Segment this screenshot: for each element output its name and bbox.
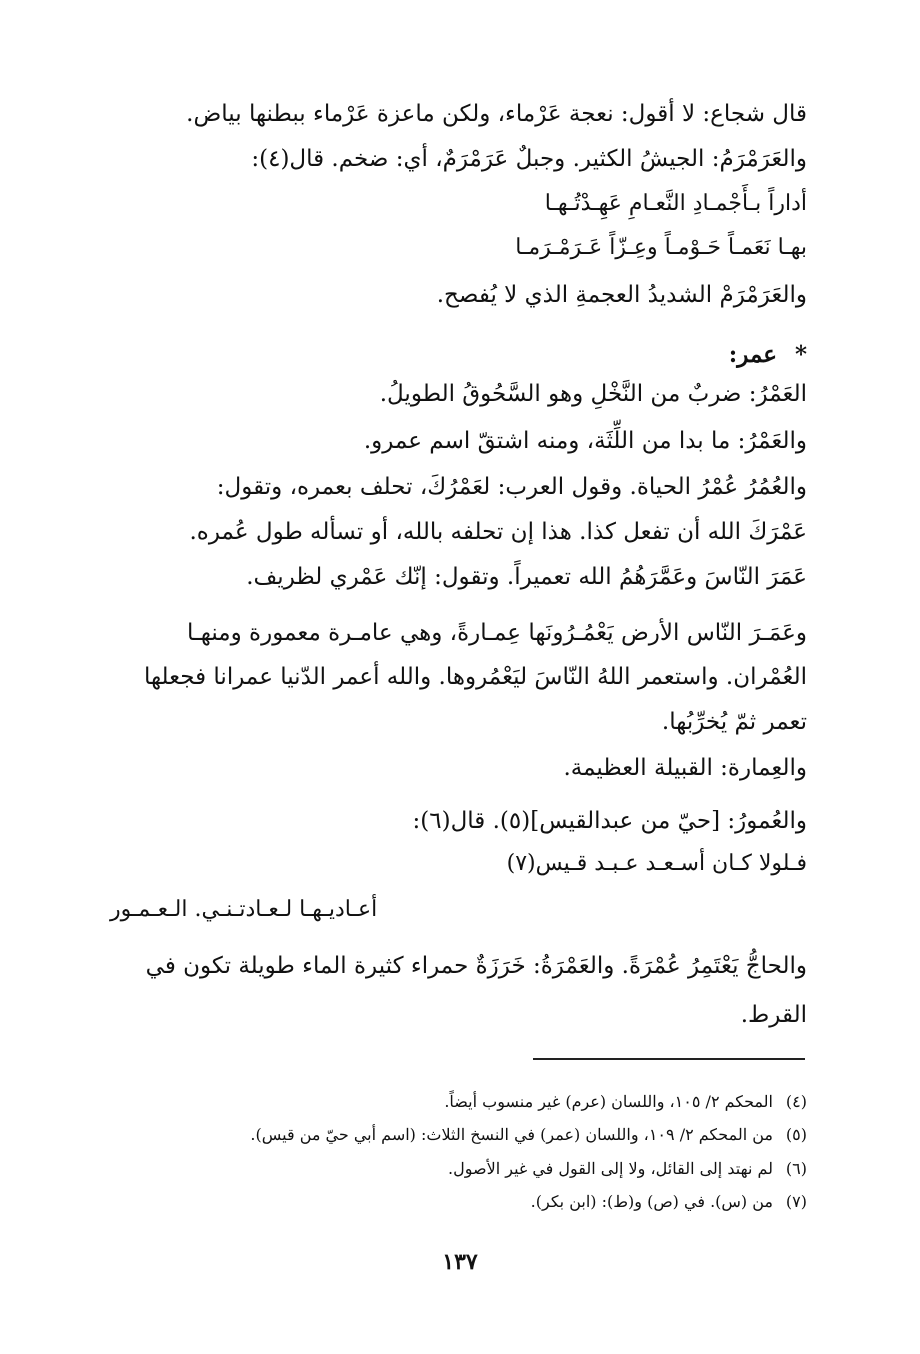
- footnote: [448, 1161, 807, 1177]
- footnote: [444, 1094, 807, 1110]
- text-line: عَمَرَ النّاسَ وعَمَّرَهُمُ الله تعميراً. وتقول: إنّك عَمْري لظريف.: [246, 564, 807, 590]
- text-line: والعُمورُ: [حيّ من عبدالقيس](٥). قال(٦):: [412, 808, 807, 834]
- verse-hemistich-2: أعـاديـهـا لـعـادتـنـي. الـعـمـور: [110, 897, 378, 922]
- footnote-text: من (س). في (ص) و(ط): (ابن بكر).: [530, 1192, 773, 1211]
- text-line: تعمر ثمّ يُخرِّبُها.: [661, 709, 807, 735]
- text-line: القرط.: [740, 1002, 807, 1028]
- text-line: وعَمَـرَ النّاس الأرض يَعْمُـرُونَها عِمـارةً، وهي عامـرة معمورة ومنهـا: [187, 620, 807, 646]
- footnote-divider: [533, 1058, 805, 1060]
- text-line: والعَرَمْرَمُ: الجيشُ الكثير. وجبلٌ عَرَمْرَمٌ، أي: ضخم. قال(٤):: [251, 146, 807, 172]
- footnote-text: من المحكم ٢/ ١٠٩، واللسان (عمر) في النسخ الثلاث: (اسم أبي حيّ من قيس).: [250, 1125, 773, 1144]
- footnote-number: (٤): [785, 1092, 807, 1111]
- text-line: عَمْرَكَ الله أن تفعل كذا. هذا إن تحلفه بالله، أو تسأله طول عُمره.: [189, 519, 807, 545]
- entry-heading: [729, 341, 807, 368]
- page-number: ١٣٧: [442, 1249, 478, 1275]
- text-line: والعَرَمْرَمْ الشديدُ العجمةِ الذي لا يُفصح.: [436, 282, 807, 308]
- footnote-number: (٧): [785, 1192, 807, 1211]
- text-line: والعُمُرُ عُمْرُ الحياة. وقول العرب: لعَمْرُكَ، تحلف بعمره، وتقول:: [216, 474, 807, 500]
- footnote: [531, 1194, 807, 1210]
- asterisk-icon: *: [794, 341, 807, 368]
- footnote-number: (٥): [785, 1125, 807, 1144]
- verse-hemistich-1: أداراً بـأَجْمـادِ النَّعـامِ عَهِـدْتُـهـا: [544, 191, 807, 216]
- footnote: [250, 1127, 807, 1143]
- verse-hemistich-2: بهـا نَعَمـاً حَـوْمـاً وعِـزّاً عَـرَمْـرَمـا: [515, 235, 807, 260]
- entry-heading-title: عمر:: [728, 341, 777, 368]
- footnote-text: لم نهتد إلى القائل، ولا إلى القول في غير الأصول.: [448, 1159, 773, 1178]
- footnote-text: المحكم ٢/ ١٠٥، واللسان (عرم) غير منسوب أيضاً.: [444, 1092, 773, 1111]
- verse-hemistich-1: فـلولا كـان أسـعـد عـبـد قـيس(٧): [506, 851, 807, 876]
- footnote-number: (٦): [785, 1159, 807, 1178]
- text-line: والحاجُّ يَعْتَمِرُ عُمْرَةً. والعَمْرَةُ: خَرَزَةٌ حمراء كثيرة الماء طويلة تكون في: [145, 953, 807, 979]
- text-line: العَمْرُ: ضربٌ من النَّخْلِ وهو السَّحُوقُ الطويلُ.: [379, 381, 807, 407]
- text-line: والعِمارة: القبيلة العظيمة.: [563, 755, 807, 781]
- text-line: العُمْران. واستعمر اللهُ النّاسَ ليَعْمُروها. والله أعمر الدّنيا عمرانا فجعلها: [143, 664, 807, 690]
- text-line: قال شجاع: لا أقول: نعجة عَرْماء، ولكن ماعزة عَرْماء ببطنها بياض.: [186, 101, 807, 127]
- text-line: والعَمْرُ: ما بدا من اللِّثَة، ومنه اشتقّ اسم عمرو.: [363, 428, 807, 454]
